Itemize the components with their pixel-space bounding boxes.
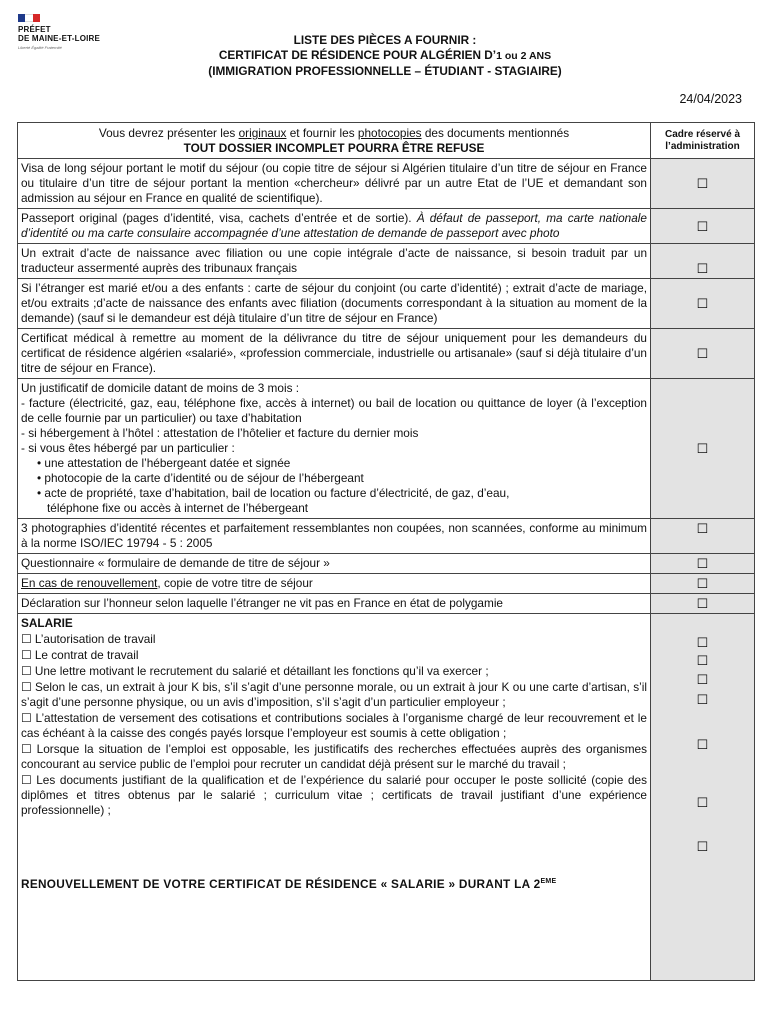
admin-checkbox[interactable]: ☐ [696, 839, 709, 854]
row-visa: Visa de long séjour portant le motif du séjour (ou copie titre de séjour si Algérien titulaire d’un titre de séjour en France ou titulaire d’un titre de séjour portant la mention «chercheur» délivré par un autre Etat de l’UE et demandant son admission au séjour en France en qualité de scientifique). [18, 159, 651, 209]
logo-line-1: PRÉFET [18, 25, 51, 34]
domicile-line: - si hébergement à l’hôtel : attestation de l’hôtelier et facture du dernier mois [21, 426, 419, 440]
admin-checkbox[interactable]: ☐ [651, 379, 755, 519]
table-row [18, 379, 755, 519]
intro-originaux: originaux [238, 126, 287, 140]
domicile-line: - facture (électricité, gaz, eau, téléphone fixe, accès à internet) ou bail de location ou quittance de loyer (à l’exception de celle fournie par un particulier) ou taxe d’habitation [21, 396, 647, 425]
renewal-underlined: En cas de renouvellement [21, 576, 158, 590]
table-row [18, 594, 755, 614]
admin-checkbox[interactable]: ☐ [651, 279, 755, 329]
admin-checkbox[interactable]: ☐ [651, 594, 755, 614]
intro-part-b: et fournir les [286, 126, 358, 140]
admin-checkbox[interactable]: ☐ [651, 519, 755, 554]
salarie-item: ☐ L’attestation de versement des cotisations et contributions sociales à l’organisme chargé de leur recouvrement et le cas échéant à la caisse des congés payés lorsque l’employeur est soumis à cette obligation ; [21, 711, 647, 740]
salarie-item: ☐ Une lettre motivant le recrutement du salarié et détaillant les fonctions qu’il va exercer ; [21, 664, 489, 678]
admin-checkbox[interactable]: ☐ [651, 329, 755, 379]
row-photos: 3 photographies d’identité récentes et parfaitement ressemblantes non coupées, non scannées, conforme au minimum à la norme ISO/IEC 19794 - 5 : 2005 [18, 519, 651, 554]
admin-header: Cadre réservé à l’administration [651, 123, 755, 159]
salarie-admin-column [651, 614, 755, 981]
admin-checkbox[interactable]: ☐ [651, 554, 755, 574]
logo-motto: Liberté Égalité Fraternité [18, 45, 62, 50]
prefecture-logo [18, 14, 138, 50]
domicile-bullet-cont: téléphone fixe ou accès à internet de l’hébergeant [47, 501, 309, 515]
intro-warning: TOUT DOSSIER INCOMPLET POURRA ÊTRE REFUSE [183, 141, 485, 155]
row-married: Si l’étranger est marié et/ou a des enfants : carte de séjour du conjoint (ou carte d’identité) ; extrait d’acte de mariage, et/ou extraits ;d’acte de naissance des enfants avec filiation (documents correspondant à la situation au moment de la demande) (sauf si le demandeur est déjà titulaire d’un titre de séjour en France) [18, 279, 651, 329]
row-renewal [18, 574, 651, 594]
row-birth: Un extrait d’acte de naissance avec filiation ou une copie intégrale d’acte de naissance, si besoin traduit par un traducteur assermenté auprès des tribunaux français [18, 244, 651, 279]
table-row [18, 574, 755, 594]
intro-text [21, 126, 647, 141]
intro-cell [18, 123, 651, 159]
admin-checkbox[interactable]: ☐ [696, 635, 709, 650]
pieces-table [17, 122, 755, 981]
title-line-1: LISTE DES PIÈCES A FOURNIR : [293, 33, 477, 47]
salarie-item: ☐ Les documents justifiant de la qualification et de l’expérience du salarié pour occuper le poste sollicité (copie des diplômes et titres obtenus par le salarié ; curriculum vitae ; certificats de travail justifiant d’une expérience professionnelle) ; [21, 773, 647, 817]
domicile-bullet: • photocopie de la carte d’identité ou de séjour de l’hébergeant [37, 471, 364, 485]
admin-checkbox[interactable]: ☐ [651, 244, 755, 279]
admin-checkbox[interactable]: ☐ [696, 795, 709, 810]
title-line-2-text: CERTIFICAT DE RÉSIDENCE POUR ALGÉRIEN D’ [218, 48, 497, 62]
row-domicile [18, 379, 651, 519]
passport-text: Passeport original (pages d’identité, visa, cachets d’entrée et de sortie). [21, 211, 417, 225]
admin-checkbox[interactable]: ☐ [651, 209, 755, 244]
salarie-section [18, 614, 755, 981]
admin-checkbox[interactable]: ☐ [651, 574, 755, 594]
salarie-item: ☐ Selon le cas, un extrait à jour K bis, s’il s’agit d’une personne morale, ou un extrait à jour K ou une carte d’artisan, s’il s’agit d’une personne physique, ou un avis d’imposition, s’il s’agit d’un particulier employeur ; [21, 680, 647, 709]
renewal-heading-text: RENOUVELLEMENT DE VOTRE CERTIFICAT DE RÉSIDENCE « SALARIE » DURANT LA 2 [21, 876, 541, 891]
title-line-2-duration: 1 ou 2 ANS [496, 50, 552, 62]
intro-photocopies: photocopies [357, 126, 422, 140]
logo-line-2: DE MAINE-ET-LOIRE [18, 34, 101, 43]
admin-checkbox[interactable]: ☐ [696, 653, 709, 668]
row-medical: Certificat médical à remettre au moment de la délivrance du titre de séjour uniquement pour les demandeurs du certificat de résidence algérien «salarié», «profession commerciale, industrielle ou artisanale» (sauf si déjà titulaire d’un titre de séjour en France). [18, 329, 651, 379]
table-row [18, 159, 755, 209]
intro-part-c: des documents mentionnés [421, 126, 570, 140]
admin-checkbox[interactable]: ☐ [696, 692, 709, 707]
salarie-item: ☐ L’autorisation de travail [21, 632, 156, 646]
domicile-bullet: • acte de propriété, taxe d’habitation, bail de location ou facture d’électricité, de gaz, d’eau, [37, 486, 510, 500]
document-title [150, 33, 620, 79]
salarie-cell [18, 614, 651, 981]
admin-checkbox[interactable]: ☐ [651, 159, 755, 209]
table-row [18, 209, 755, 244]
salarie-title: SALARIE [21, 616, 73, 630]
table-row [18, 519, 755, 554]
salarie-item: ☐ Le contrat de travail [21, 648, 139, 662]
table-row [18, 244, 755, 279]
document-date: 24/04/2023 [679, 92, 742, 106]
domicile-line: Un justificatif de domicile datant de moins de 3 mois : [21, 381, 300, 395]
row-polygamy: Déclaration sur l’honneur selon laquelle l’étranger ne vit pas en France en état de polygamie [18, 594, 651, 614]
title-line-3: (IMMIGRATION PROFESSIONNELLE – ÉTUDIANT - STAGIAIRE) [208, 64, 562, 78]
table-header-row [18, 123, 755, 159]
domicile-line: - si vous êtes hébergé par un particulier : [21, 441, 235, 455]
passport-alternative: À défaut de passeport, ma carte nationale d’identité ou ma carte consulaire accompagnée d’une attestation de demande de passeport avec photo [21, 211, 647, 240]
marianne-flag-icon [18, 14, 40, 22]
renewal-heading [21, 874, 647, 892]
row-questionnaire: Questionnaire « formulaire de demande de titre de séjour » [18, 554, 651, 574]
table-row [18, 329, 755, 379]
renewal-text: , copie de votre titre de séjour [157, 576, 313, 590]
title-line-2 [150, 48, 620, 64]
admin-checkbox[interactable]: ☐ [696, 737, 709, 752]
salarie-item: ☐ Lorsque la situation de l’emploi est opposable, les justificatifs des recherches effectuées auprès des organismes concourant au service public de l’emploi pour recruter un candidat déjà présent sur le marché du travail ; [21, 742, 647, 771]
row-passport [18, 209, 651, 244]
intro-part-a: Vous devrez présenter les [98, 126, 239, 140]
renewal-heading-sup: EME [540, 878, 557, 885]
domicile-bullet: • une attestation de l’hébergeant datée et signée [37, 456, 291, 470]
table-row [18, 279, 755, 329]
table-row [18, 554, 755, 574]
admin-checkbox[interactable]: ☐ [696, 672, 709, 687]
